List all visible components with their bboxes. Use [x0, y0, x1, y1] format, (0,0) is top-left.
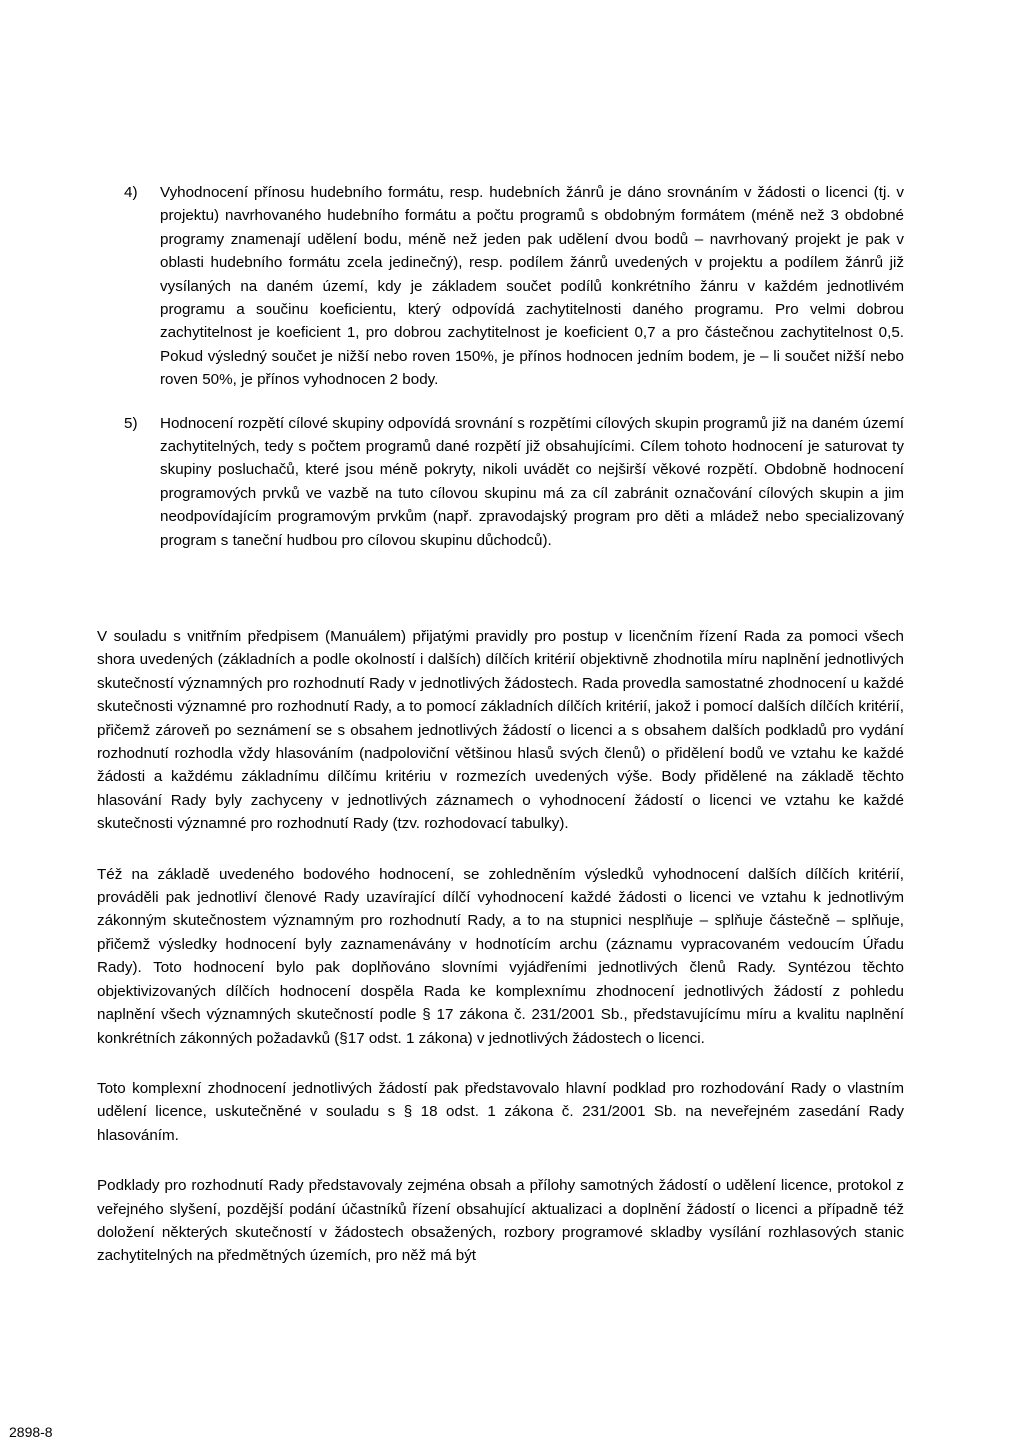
list-item	[124, 181, 904, 392]
list-item-number: 4)	[124, 184, 138, 201]
body-text	[97, 625, 904, 1295]
paragraph: V souladu s vnitřním předpisem (Manuálem) přijatými pravidly pro postup v licenčním řízení Rada za pomoci všech shora uvedených (základních a podle okolností i dalších) dílčích kritérií objektivně zhodnotila míru naplnění jednotlivých skutečností významných pro rozhodnutí Rady v jednotlivých žádostech. Rada provedla samostatné zhodnocení u každé skutečnosti významné pro rozhodnutí Rady, a to pomocí základních dílčích kritérií, jakož i pomocí dalších dílčích kritérií, přičemž zároveň po seznámení se s obsahem jednotlivých žádostí o licenci a s obsahem dalších podkladů pro vydání rozhodnutí rozhodla vždy hlasováním (nadpoloviční většinou hlasů svých členů) o přidělení bodů ve vztahu ke každé žádosti a každému základnímu dílčímu kritériu v rozmezích uvedených výše. Body přidělené na základě těchto hlasování Rady byly zachyceny v jednotlivých záznamech o vyhodnocení žádostí o licenci ve vztahu ke každé skutečnosti významné pro rozhodnutí Rady (tzv. rozhodovací tabulky).	[97, 628, 904, 833]
criteria-list	[124, 181, 904, 572]
paragraph: Podklady pro rozhodnutí Rady představovaly zejména obsah a přílohy samotných žádostí o udělení licence, protokol z veřejného slyšení, pozdější podání účastníků řízení obsahující aktualizaci a doplnění žádostí o licenci a případně též doložení některých skutečností v žádostech obsažených, rozbory programové skladby vysílání rozhlasových stanic zachytitelných na předmětných územích, pro něž má být	[97, 1177, 904, 1265]
paragraph: Též na základě uvedeného bodového hodnocení, se zohledněním výsledků vyhodnocení dalších dílčích kritérií, prováděli pak jednotliví členové Rady uzavírající dílčí vyhodnocení každé žádosti o licenci ve vztahu k jednotlivým zákonným skutečnostem významným pro rozhodnutí Rady, a to na stupnici nesplňuje – splňuje částečně – splňuje, přičemž výsledky hodnocení byly zaznamenávány v hodnotícím archu (záznamu vypracovaném vedoucím Úřadu Rady). Toto hodnocení bylo pak doplňováno slovními vyjádřeními jednotlivých členů Rady. Syntézou těchto objektivizovaných dílčích hodnocení dospěla Rada ke komplexnímu zhodnocení jednotlivých žádostí z pohledu naplnění všech významných skutečností podle § 17 zákona č. 231/2001 Sb., představujícímu míru a kvalitu naplnění konkrétních zákonných požadavků (§17 odst. 1 zákona) v jednotlivých žádostech o licenci.	[97, 865, 904, 1047]
list-item-text: Vyhodnocení přínosu hudebního formátu, resp. hudebních žánrů je dáno srovnáním v žádosti o licenci (tj. v projektu) navrhovaného hudebního formátu a počtu programů s obdobným formátem (méně než 3 obdobné programy znamenají udělení bodu, méně než jeden pak udělení dvou bodů – navrhovaný projekt je pak v oblasti hudebního formátu zcela jedinečný), resp. podílem žánrů uvedených v projektu a podílem žánrů již vysílaných na daném území, kdy je základem součet podílů konkrétního žánru v každém jednotlivém programu a součinu koeficientu, který odpovídá zachytitelnosti daného programu. Pro velmi dobrou zachytitelnost je koeficient 1, pro dobrou zachytitelnost je koeficient 0,7 a pro částečnou zachytitelnost 0,5. Pokud výsledný součet je nižší nebo roven 150%, je přínos hodnocen jedním bodem, je – li součet nižší nebo roven 50%, je přínos vyhodnocen 2 body.	[160, 184, 904, 389]
page-code: 2898-8	[9, 1424, 53, 1440]
list-item	[124, 412, 904, 552]
list-item-number: 5)	[124, 414, 138, 432]
list-item-text: Hodnocení rozpětí cílové skupiny odpovídá srovnání s rozpětími cílových skupin programů již na daném území zachytitelných, tedy s počtem programů dané rozpětí již obsahujícími. Cílem tohoto hodnocení je saturovat ty skupiny posluchačů, které jsou méně pokryty, nikoli uvádět co nejširší věkové rozpětí. Obdobně hodnocení programových prvků ve vazbě na tuto cílovou skupinu má za cíl zabránit označování cílových skupin a jim neodpovídajícím programovým prvkům (např. zpravodajský program pro děti a mládež nebo specializovaný program s taneční hudbou pro cílovou skupinu důchodců).	[160, 414, 904, 549]
paragraph: Toto komplexní zhodnocení jednotlivých žádostí pak představovalo hlavní podklad pro rozhodování Rady o vlastním udělení licence, uskutečněné v souladu s § 18 odst. 1 zákona č. 231/2001 Sb. na neveřejném zasedání Rady hlasováním.	[97, 1079, 904, 1144]
